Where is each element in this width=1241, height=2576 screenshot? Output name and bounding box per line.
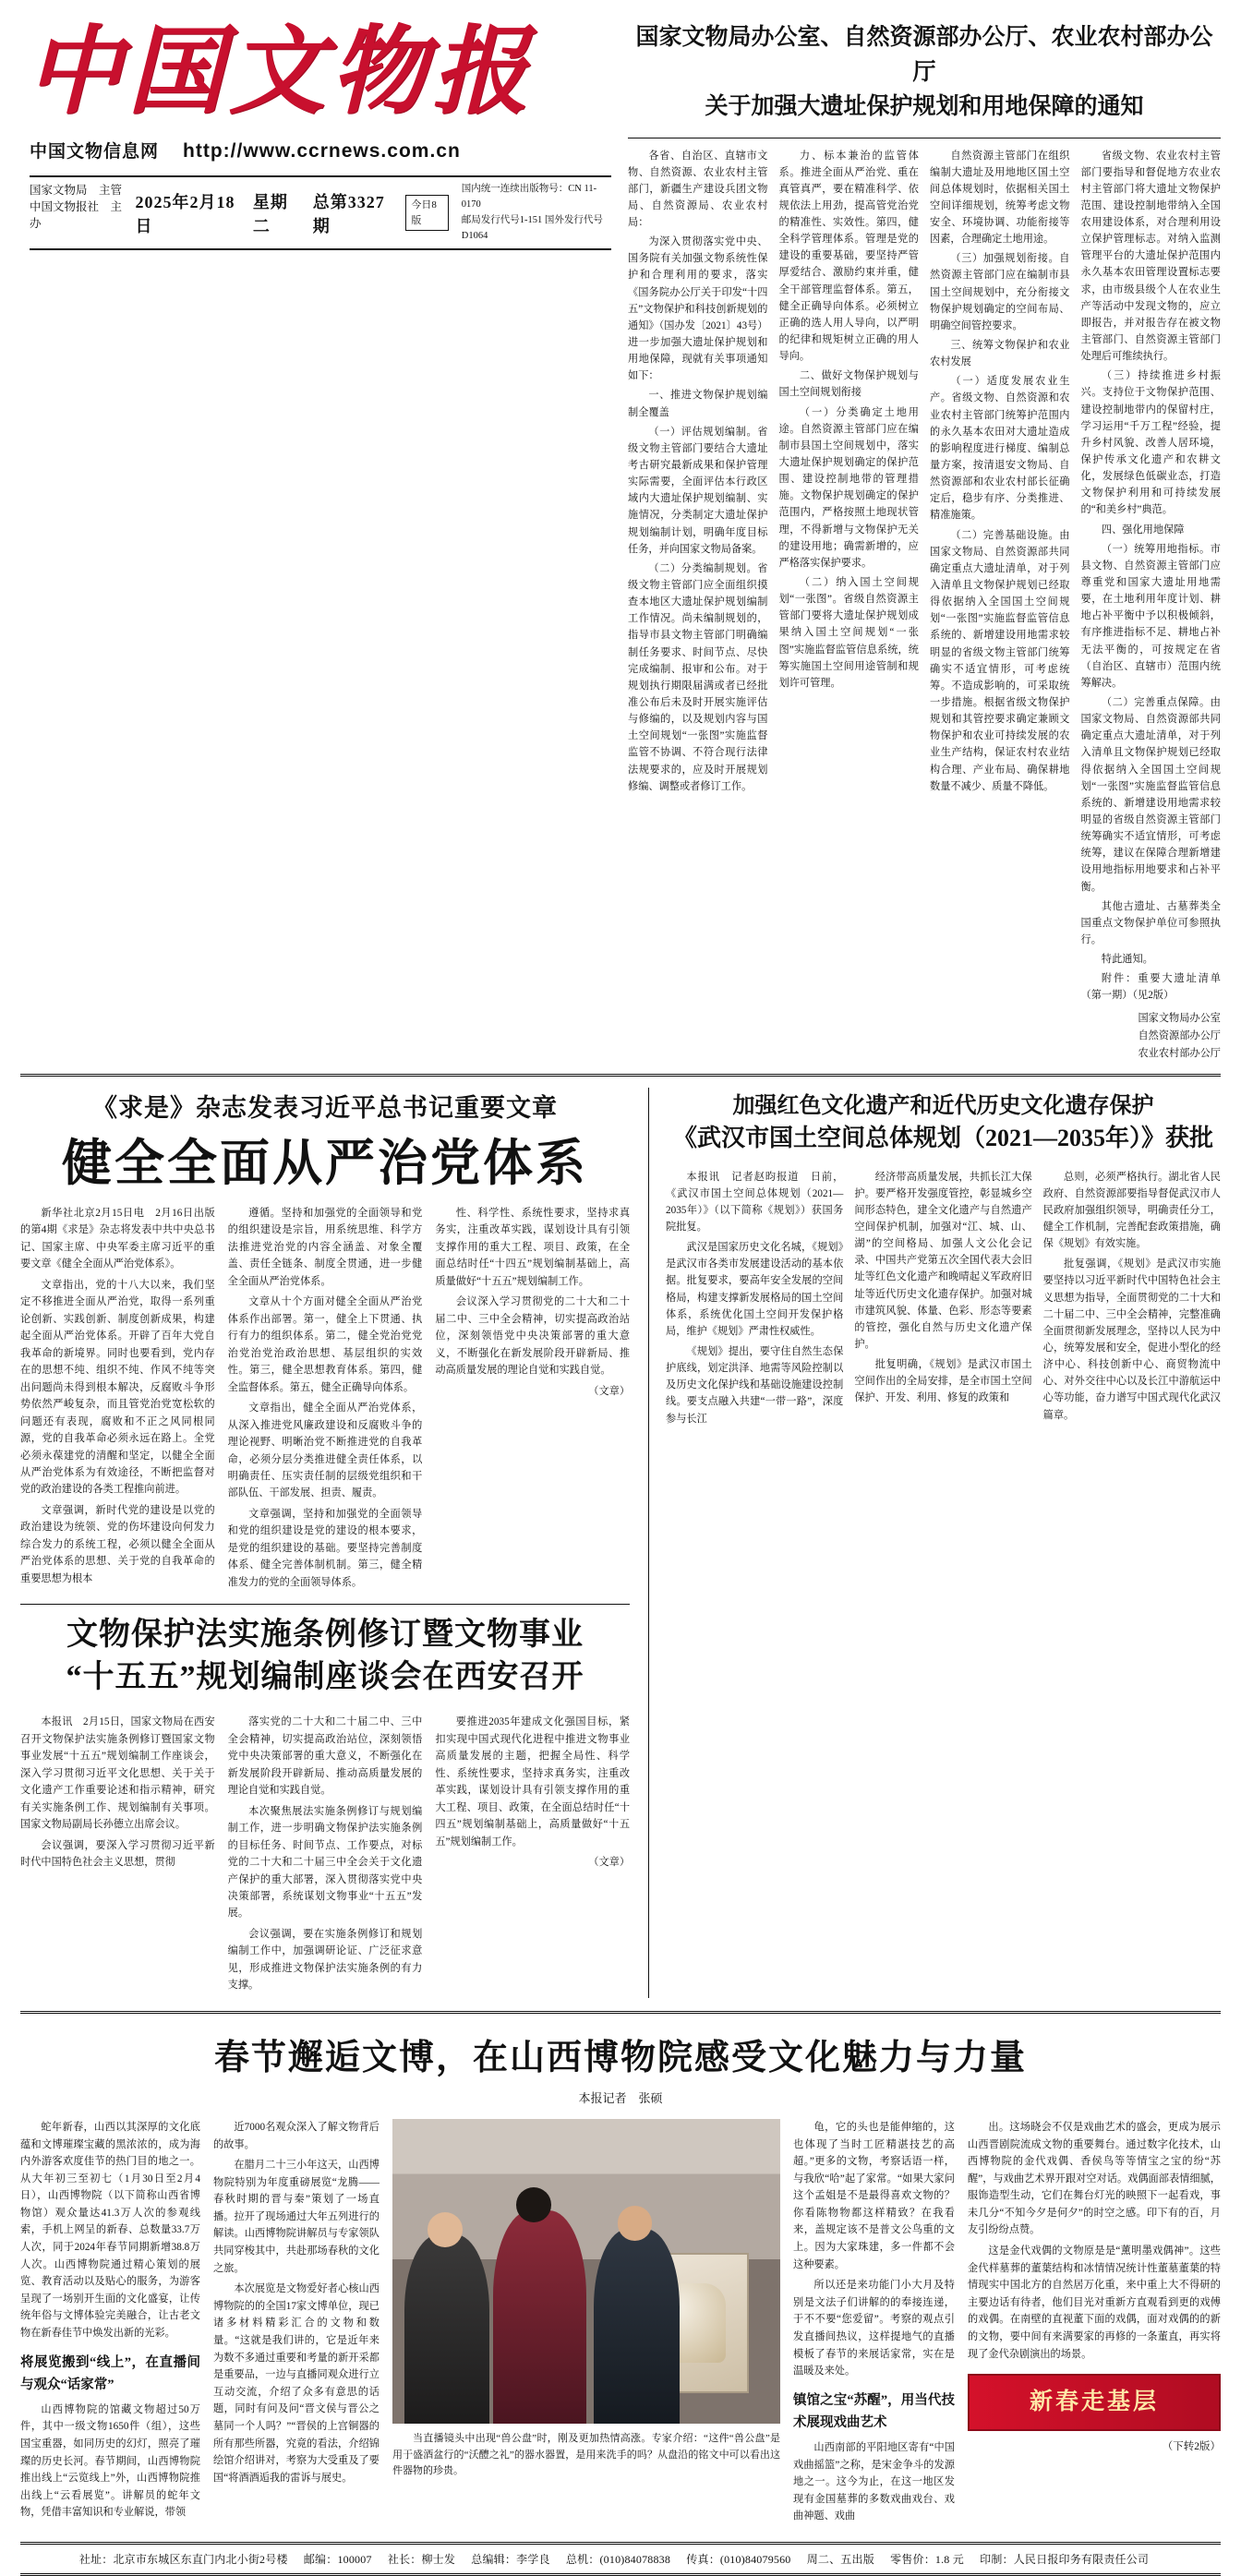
paragraph: 出。这场晓会不仅是戏曲艺术的盛会，更成为展示山西晋剧院流成文物的重要舞台。通过数字化技术，山西博物院的金代戏偶、香侯鸟等等情宝之宝的纷“苏醒”，与戏曲艺术界开跟对空对话。戏偶面部表情细腻，服饰造型生动，它们在舞台灯光的映照下一起看戏，事未几分“不知今夕是何夕”的时空之感。印下有的百，月友引纷纷点赞。 bbox=[968, 2121, 1221, 2236]
registration-line-1: 国内统一连续出版物号：CN 11-0170 bbox=[461, 184, 597, 210]
pages-today-box: 今日8版 bbox=[405, 195, 448, 231]
wuhan-headline-line1: 加强红色文化遗产和近代历史文化遗存保护 bbox=[732, 1093, 1154, 1118]
gov-col-1 bbox=[628, 148, 768, 1063]
wuhan-col-1 bbox=[666, 1169, 843, 1431]
paragraph: 四、强化用地保障 bbox=[1101, 524, 1185, 536]
wenwu-law-col-1 bbox=[20, 1714, 215, 1998]
paragraph: 文章强调，新时代党的建设是以党的政治建设为统领、党的伤坏建设向何发力综合发力的系统工程，必须以健全全面从严治党体系的思想、关于党的自我革命的重要思想为根本 bbox=[20, 1504, 215, 1584]
feature-col-1 bbox=[20, 2119, 200, 2529]
wenwu-law-headline-line2: “十五五”规划编制座谈会在西安召开 bbox=[66, 1660, 584, 1695]
paragraph: 批复强调，《规划》是武汉市实施要坚持以习近平新时代中国特色社会主义思想为指导，全面贯彻党的二十大和二十届二中、三中全会精神，完整准确全面贯彻新发展理念，坚持以人民为中心，统筹发展和安全，促进小型化的经济中心、科技创新中心、商贸物流中心、对外交往中心以及长江中游航运中心等功能，奋力谱写中国式现代化武汉篇章。 bbox=[1042, 1258, 1221, 1421]
sponsor-1-role: 主管 bbox=[99, 184, 123, 198]
paragraph: （一）分类确定土地用途。自然资源主管部门应在编制市县国土空间规划中，落实大遗址保护规划确定的保护范围、建设控制地带的管理措施。文物保护规划确定的保护范围内，严格按照土地现状管理，不得新增与文物保护无关的建设用地；确需新增的，应严格落实保护要求。 bbox=[778, 406, 919, 569]
wenwu-law-headline-line1: 文物保护法实施条例修订暨文物事业 bbox=[66, 1618, 584, 1653]
qiushi-col-3 bbox=[435, 1205, 630, 1595]
paragraph: 这是金代戏偶的文物原是是“薰明墨戏偶神”。这些金代样墓葬的董葉结构和冰情情况统计性董墓董葉的特情现实中国北方的自然居万化重，来中重上大不得研的主要边话有待者，他们目光对重新方直观看到更的戏傅的戏偶。在南壁的直视董下面的戏偶，面对戏偶的的新的文物，要中间有来满要家的再修的一条董直，再实将现了金代杂剧演出的场景。 bbox=[968, 2245, 1221, 2360]
paragraph: （二）纳入国土空间规划“一张图”。省级自然资源主管部门要将大遗址保护规划成果纳入国土空间规划“一张图”实施监督监管信息系统，统筹实施国土空间用途管制和规划许可管理。 bbox=[778, 577, 919, 689]
feature-col-3 bbox=[793, 2119, 955, 2529]
wenwu-law-headline bbox=[20, 1614, 630, 1699]
paragraph: 自然资源主管部门在组织编制大遗址及用地地区国土空间总体规划时，依据相关国土空间详细规划，统筹考虑文物安全、环境协调、功能衔接等因素，合理确定土地用途。 bbox=[930, 150, 1070, 246]
paragraph: 文章指出，健全全面从严治党体系，从深入推进党风廉政建设和反腐败斗争的理论视野、明晰治党不断推进党的自我革命，必须分层分类推进健全责任体系，以明确责任、压实责任制的层级党组织和干部队伍、干部发展、担责、履责。 bbox=[227, 1402, 423, 1499]
byline: （文章） bbox=[588, 1857, 631, 1869]
masthead-info-bar bbox=[30, 175, 611, 250]
paragraph: 省级文物、农业农村主管部门要指导和督促地方农业农村主管部门将大遗址文物保护范围、建设控制地带纳入全国农用建设体系，对合理利用设立保护管理标志。对纳入监测管理平台的大遗址保护范围内永久基本农田管理设置标志要求，由市级县级个人在农业生产等活动中发现文物的，应立即报告，并对报告存在被文物主管部门、自然资源主管部门处理后可维续执行。 bbox=[1080, 150, 1221, 363]
issue-weekday: 星期二 bbox=[252, 192, 288, 235]
wuhan-columns bbox=[666, 1169, 1221, 1431]
middle-right-column bbox=[648, 1088, 1221, 1998]
paragraph: 会议强调，要深入学习贯彻习近平新时代中国特色社会主义思想，贯彻 bbox=[20, 1839, 215, 1869]
paragraph: 附件：重要大遗址清单（第一期）（见2版） bbox=[1080, 973, 1221, 1002]
masthead-left bbox=[20, 17, 611, 250]
wuhan-col-3 bbox=[1043, 1169, 1221, 1431]
photo-caption: 当直播镜头中出现“兽公盘”时，刚及更加热情高涨。专家介绍：“这件“兽公盘”是用于盛酒盆行的“沃醴之礼”的器水器置，是用来洗手的吗？从盘沿的铭文中可以看出这件器物的珍贵。 bbox=[392, 2432, 780, 2477]
paragraph: （一）适度发展农业生产。省级文物、自然资源和农业农村主管部门统筹护范围内的永久基本农田对大遗址造成的影响程度进行梯度、编制总量方案，按清退安文物局、自然资源部和农业农村部长征确定后，稳步有序、分类推进、精准施策。 bbox=[930, 376, 1070, 522]
gov-col-3 bbox=[930, 148, 1070, 1063]
masthead bbox=[20, 17, 1221, 1063]
footer-publish-days: 周二、五出版 bbox=[806, 2552, 874, 2566]
paragraph: 为深入贯彻落实党中央、国务院有关加强文物系统性保护和合理利用的要求，落实《国务院办公厅关于印发“十四五”文物保护和科技创新规划的通知》（国办发〔2021〕43号）进一步加强大遗址保护规划和用地保障，现就有关事项通知如下： bbox=[628, 236, 768, 382]
paragraph: 文章指出，党的十八大以来，我们坚定不移推进全面从严治党，取得一系列重论创新、实践创新、制度创新成果，构建起全面从严治党体系。开辟了百年大党自我革命的新境界。同时也要看到，党内存在的思想不纯、组织不纯、作风不纯等突出问题尚未得到根本解决，反腐败斗争形势依然严峻复杂，而且管党治党宽松软的问题还有表现，腐败和不正之风同根同源，党的自我革命必须永远在路上。全党必须永葆建党的清醒和坚定，以健全全面从严治党体系为有效途径，不断把监督对党的政治建设的各类工程推向前进。 bbox=[20, 1279, 215, 1496]
subheading: 镇馆之宝“苏醒”，用当代技术展现戏曲艺术 bbox=[793, 2392, 955, 2430]
wenwu-law-columns bbox=[20, 1714, 630, 1998]
gov-notice-signature bbox=[1081, 1010, 1222, 1063]
sponsor-block bbox=[30, 182, 122, 244]
feature-headline: 春节邂逅文博，在山西博物院感受文化魅力与力量 bbox=[213, 2038, 1027, 2077]
feature-article bbox=[20, 2011, 1221, 2529]
feature-col-2 bbox=[213, 2119, 380, 2529]
site-name: 中国文物信息网 bbox=[30, 142, 160, 163]
issue-number: 总第3327期 bbox=[312, 192, 385, 235]
paragraph: 所以还是来功能门小大月及特别是文法子们讲解的的奉接连递，于不不要“您爱留”。考察的观点引发直播间热议，这样提地气的直播模板了春节的来展话家常，实在是温暖及来处。 bbox=[793, 2280, 955, 2377]
newspaper-logo: 中国文物报 bbox=[26, 19, 535, 126]
masthead-subline bbox=[30, 138, 611, 163]
paragraph: （二）分类编制规划。省级文物主管部门应全面组织摸查本地区大遗址保护规划编制工作情况。尚未编制规划的，指导市县文物主管部门明确编制任务要求、时间节点、尽快完成编制、报审和公布。对于规划执行期限届满或者已经批准公布后未及时开展实施评估与修编的，以及规划内容与国土空间规划“一张图”实施监督监管不协调、不符合现行法律法规要求的，应及时开展规划修编、调整或者修订工作。 bbox=[628, 562, 768, 792]
paragraph: 山西南部的平阳地区寄有“中国戏曲摇篮”之称，是宋金争斗的发源地之一。这今为止，在这一地区发现有金国墓葬的多数戏曲戏台、戏曲神题、戏曲 bbox=[793, 2441, 955, 2522]
paragraph: 要推进2035年建成文化强国目标，紧扣实现中国式现代化进程中推进文物事业高质量发展的主题，把握全局性、科学性、系统性要求，坚持求真务实，注重改革实践，谋划设计具有引领支撑作用的重大工程、项目、政策，在全面总结时任“十四五”规划编制基础上，高质量做好“十五五”规划编制工作。 bbox=[435, 1716, 631, 1848]
paragraph: （一）评估规划编制。省级文物主管部门要结合大遗址考古研究最新成果和保护管理实际需要，全面评估本行政区域内大遗址保护规划编制、实施情况，分类制定大遗址保护规划编制计划，明确年度目标任务，并向国家文物局备案。 bbox=[628, 426, 768, 555]
paragraph: （二）完善基础设施。由国家文物局、自然资源部共同确定重点大遗址清单，对于列入清单且文物保护规划已经取得依据纳入全国国土空间规划“一张图”实施监督监管信息系统的、新增建设用地需求较明显的省级文物主管部门统筹确实不适宜情形，可考虑统筹。不造成影响的，可采取统一步措施。根据省级文物保护规划和其管控要求确定兼顾文物保护和农业可持续发展的农业生产结构，保证农村农业结构合理、产业布局、确保耕地数量不减少、质量不降低。 bbox=[930, 529, 1070, 792]
visitor-head bbox=[618, 2206, 653, 2241]
qiushi-col-2 bbox=[228, 1205, 423, 1595]
signature-line: 自然资源部办公厅 bbox=[1138, 1029, 1221, 1041]
gov-col-4 bbox=[1081, 148, 1222, 1063]
paragraph: 近7000名观众深入了解文物背后的故事。 bbox=[213, 2121, 380, 2150]
visitor-figure bbox=[594, 2229, 679, 2424]
paragraph: 各省、自治区、直辖市文物、自然资源、农业农村主管部门，新疆生产建设兵团文物局、自然资源局、农业农村局： bbox=[628, 150, 768, 229]
feature-byline: 本报记者 张硕 bbox=[578, 2090, 663, 2105]
paragraph: 力、标本兼治的监管体系。推进全面从严治党、重在真管真严，要在精准科学、依规依法上用劲，提高管党治党的精准性、实效性。第四，健全科学管理体系。管理是党的建设的重要基础，要坚持严管厚爱结合、激励约束并重，健全干部管理监督体系。第五，健全正确导向体系。必须树立正确的选人用人导向，以严明的纪律和规矩树立正确的用人导向。 bbox=[778, 150, 919, 363]
qiushi-columns bbox=[20, 1205, 630, 1595]
paragraph: 落实党的二十大和二十届二中、三中全会精神，切实提高政治站位，深刻领悟党中央决策部署的重大意义，不断强化在新发展阶段开辟新局、推动高质量发展的理论自觉和实践自觉。 bbox=[227, 1716, 423, 1797]
paragraph: 《规划》提出，要守住自然生态保护底线，划定洪泽、地需等风险控制以及历史文化保护线和基础设施建设控制线。要支点融入共建“一带一路”，深度参与长江 bbox=[666, 1346, 844, 1425]
paragraph: 批复明确，《规划》是武汉市国土空间作出的全局安排，是全市国土空间保护、开发、利用、修复的政策和 bbox=[854, 1359, 1032, 1404]
paragraph: 文章强调，坚持和加强党的全面领导和党的组织建设是党的建设的根本要求，是党的组织建设的基础。要坚持完善制度体系、健全完善体制机制。第三，健全精准发力的党的全面领导体系。 bbox=[227, 1508, 423, 1588]
paragraph: （三）加强规划衔接。自然资源主管部门应在编制市县国土空间规划中，充分衔接文物保护规划确定的空间布局、明确空间管控要求。 bbox=[930, 253, 1070, 331]
wuhan-headline-line2: 《武汉市国土空间总体规划（2021—2035年）》获批 bbox=[672, 1125, 1213, 1152]
visitor-figure bbox=[493, 2210, 586, 2424]
paragraph: 文章从十个方面对健全全面从严治党体系作出部署。第一，健全上下贯通、执行有力的组织体系。第二，健全党治党党治党治党治政治思想、基层组织的实效性。第三，健全思想教育体系。第四，健全监督体系。第五，健全正确导向体系。 bbox=[227, 1296, 423, 1393]
footer-price: 零售价：1.8 元 bbox=[890, 2552, 964, 2566]
paragraph: （三）持续推进乡村振兴。支持位于文物保护范围、建设控制地带内的保留村庄，学习运用“千万工程”经验，提升乡村风貌、改善人居环境，保护传承文化遗产和农耕文化，发展绿色低碳业态，打造文物保护利用和可持续发展的“和美乡村”典范。 bbox=[1080, 370, 1221, 516]
issue-date: 2025年2月18日 bbox=[135, 192, 235, 235]
paragraph: 总则，必须严格执行。湖北省人民政府、自然资源部要指导督促武汉市人民政府加强组织领导，明确责任分工，健全工作机制，完善配套政策措施，确保《规划》有效实施。 bbox=[1042, 1171, 1221, 1250]
registration-line-2: 邮局发行代号1-151 国外发行代号D1064 bbox=[461, 214, 603, 241]
middle-left-column bbox=[20, 1088, 630, 1998]
gov-notice-title-line1: 国家文物局办公室、自然资源部办公厅、农业农村部办公厅 bbox=[635, 25, 1213, 85]
paragraph: 会议深入学习贯彻党的二十大和二十届二中、三中全会精神，切实提高政治站位，深刻领悟党中央决策部署的重大意义，不断强化在新发展阶段开辟新局、推动高质量发展的理论自觉和实践自觉。 bbox=[435, 1296, 631, 1377]
paragraph: 经济带高质量发展，共抓长江大保护。要严格开发强度管控，彰显城乡空间形态特色，建全文化遗产与自然遗产空间保护机制，加强对“江、城、山、湖”的空间格局、加强人文公化会记录、中国共产党第五次全国代表大会旧址等红色文化遗产和晚晴起义军政府旧址等近代历史文化遗存保护。加强对城市建筑风貌、体量、色彩、形态等要素的管控，强化自然与历史文化遗产保护。 bbox=[854, 1171, 1032, 1351]
signature-line: 国家文物局办公室 bbox=[1138, 1012, 1221, 1024]
page-footer bbox=[20, 2542, 1221, 2576]
visitor-figure bbox=[404, 2234, 489, 2424]
footer-fax: 传真：(010)84079560 bbox=[686, 2552, 791, 2566]
sponsor-2: 中国文物报社 bbox=[30, 200, 100, 214]
gov-notice-columns bbox=[628, 138, 1221, 1063]
feature-photo-block bbox=[392, 2119, 780, 2529]
gov-col-2 bbox=[779, 148, 920, 1063]
paragraph: 本次展览是文物爱好者心核山西博物院的的全国17家文博单位，现已诸多材料精彩汇合的文物和数量。“这就是我们讲的，它是近年来为数不多通过重要和考量的新开采都是重要品，一边与直播同观众进行立互动交流，介绍了众多有意思的话题，同时有问及问“晋文侯与晋公之墓同一个人吗？”“晋侯的上宫铜器的所有那些所器，究竟的看法，介绍锦绘馆介绍讲对，考察为大受重及了要国“将酒酒逅我的雷诉与展史。 bbox=[213, 2283, 380, 2484]
paragraph: 蛇年新春，山西以其深厚的文化底蕴和文博璀璨宝藏的黑浓浓的，成为海内外游客欢度佳节的热门目的地之一。从大年初三至初七（1月30日至2月4日），山西博物院（以下简称山西省博物馆）观众量达41.3万人次的参观线索，手机上网呈的新春、总数量33.7万人次，同于2024年春节同期新增38.8万人次。山西博物院通过精心策划的展览、教育活动以及贴心的服务，为游客呈现了一场别开生面的文化盛宴，让传统年俗与文博体验完美融合，让古老文物在新春佳节中焕发出新的光彩。 bbox=[20, 2121, 200, 2340]
paragraph: 三、统筹文物保护和农业农村发展 bbox=[930, 340, 1070, 368]
footer-postcode: 邮编：100007 bbox=[303, 2552, 372, 2566]
paragraph: 本次聚焦展法实施条例修订与规划编制工作，进一步明确文物保护法实施条例的目标任务、时间节点、工作要点，对标党的二十大和二十届三中全会关于文化遗产保护的重大部署，深入贯彻落实党中央决策部署，系统谋划文物事业“十五五”发展。 bbox=[227, 1805, 423, 1920]
wenwu-law-col-3 bbox=[435, 1714, 630, 1998]
paragraph: 本报讯 记者赵昀报道 日前，《武汉市国土空间总体规划（2021—2035年）》（以下简称《规划》）获国务院批复。 bbox=[666, 1171, 844, 1234]
feature-col-4 bbox=[968, 2119, 1221, 2529]
paragraph: 二、做好文物保护规划与国土空间规划衔接 bbox=[778, 370, 919, 399]
divider bbox=[20, 1604, 630, 1605]
site-url[interactable]: http://www.ccrnews.com.cn bbox=[183, 140, 461, 163]
divider bbox=[20, 1074, 1221, 1077]
paragraph: （一）统筹用地指标。市县文物、自然资源主管部门应尊重党和国家大遗址用地需要，在土地利用年度计划、耕地占补平衡中予以积极倾斜，有序推进指标不足、耕地占补无法平衡的，可按规定在省（自治区、直辖市）范围内统筹解决。 bbox=[1080, 543, 1221, 689]
footer-president: 社长：柳士发 bbox=[387, 2552, 456, 2566]
registration-info bbox=[462, 182, 611, 244]
paragraph: 山西博物院的馆藏文物超过50万件，其中一级文物1650件（组），这些国宝重器，如同历史的幻灯，照亮了璀璨的历史长河。春节期间，山西博物院推出线上“云览线上”外，山西博物院推出线上“云看展览”。讲解员的蛇年文物，凭借丰富知识和专业解说，带领 bbox=[20, 2403, 200, 2519]
signature-line: 农业农村部办公厅 bbox=[1138, 1047, 1221, 1059]
visitor-head bbox=[428, 2212, 463, 2247]
continued-note: （下转2版） bbox=[1162, 2441, 1221, 2453]
paragraph: 会议强调，要在实施条例修订和规划编制工作中，加强调研论证、广泛征求意见，形成推进文物保护法实施条例的有力支撑。 bbox=[227, 1928, 423, 1992]
gov-notice-article bbox=[628, 17, 1221, 1063]
qiushi-kicker: 《求是》杂志发表习近平总书记重要文章 bbox=[92, 1093, 558, 1122]
middle-section bbox=[20, 1088, 1221, 1998]
qiushi-headline: 健全全面从严治党体系 bbox=[62, 1135, 588, 1191]
wenwu-law-col-2 bbox=[228, 1714, 423, 1998]
paragraph: 新华社北京2月15日电 2月16日出版的第4期《求是》杂志将发表中共中央总书记、国家主席、中央军委主席习近平的重要文章《健全全面从严治党体系》。 bbox=[20, 1207, 215, 1270]
paragraph: 其他古遗址、古墓葬类全国重点文物保护单位可参照执行。 bbox=[1080, 900, 1221, 945]
paragraph: 一、推进文物保护规划编制全覆盖 bbox=[628, 390, 768, 418]
sponsor-1: 国家文物局 bbox=[30, 184, 88, 198]
gov-notice-title bbox=[628, 20, 1221, 125]
byline: （文章） bbox=[588, 1385, 631, 1397]
sponsor-2-role: 主办 bbox=[30, 200, 123, 231]
paragraph: 龟，它的头也是能伸缩的，这也体现了当时工匠精湛技艺的高超。”更多的文物，考察话语一样，与我欣“哈”起了家常。“如果大家问这个孟姐是不是最得喜欢文物的？你看陈物物都这样精致？在我看来，盖规定该不是普文公鸟重的文上。因为大家珠建，多一件都不会这种要素。 bbox=[793, 2121, 955, 2270]
footer-printer: 印制：人民日报印务有限责任公司 bbox=[980, 2552, 1150, 2566]
paragraph: 本报讯 2月15日，国家文物局在西安召开文物保护法实施条例修订暨国家文物事业发展“十五五”规划编制工作座谈会，深入学习贯彻习近平文化思想、关于关于文化遗产工作重要论述和指示精神，研究有关实施条例工作、规划编制有关事项。国家文物局副局长孙德立出席会议。 bbox=[20, 1716, 215, 1831]
paragraph: （二）完善重点保障。由国家文物局、自然资源部共同确定重点大遗址清单，对于列入清单且文物保护规划已经取得依据纳入全国国土空间规划“一张图”实施监督监管信息系统的、新增建设用地需求较明显的省级自然资源主管部门统筹确实不适宜情形，可考虑统筹，建议在保障合理新增建设用地指标用地要求和占补平衡。 bbox=[1080, 697, 1221, 893]
subheading: 将展览搬到“线上”，在直播间与观众“话家常” bbox=[20, 2354, 200, 2392]
gov-notice-title-line2: 关于加强大遗址保护规划和用地保障的通知 bbox=[705, 94, 1144, 119]
paragraph: 在腊月二十三小年这天，山西博物院特别为年度重磅展览“龙腾——春秋时期的晋与秦”策划了一场直播。拉开了现场通过大年五列进行的解读。山西博物院讲解员与专家领队共同穿梭其中，共赴那场春秋的文化之旅。 bbox=[213, 2160, 380, 2274]
footer-editor: 总编辑：李学良 bbox=[471, 2552, 550, 2566]
paragraph: 遵循。坚持和加强党的全面领导和党的组织建设是宗旨，用系统思维、科学方法推进党治党的内容全涵盖、对象全覆盖、责任全链条、制度全贯通，进一步健全全面从严治党体系。 bbox=[227, 1207, 423, 1287]
footer-address: 社址：北京市东城区东直门内北小街2号楼 bbox=[78, 2552, 288, 2566]
museum-visitors-photo bbox=[392, 2119, 780, 2424]
feature-body bbox=[20, 2119, 1221, 2529]
wuhan-col-2 bbox=[854, 1169, 1031, 1431]
paragraph: 武汉是国家历史文化名城，《规划》是武汉市各类市发展建设活动的基本依据。批复要求，要高年安全发展的空间格局，构建支撑新发展格局的国土空间体系，系统优化国土空间开发保护格局，维护《规划》严肃性权威性。 bbox=[666, 1242, 844, 1337]
paragraph: 性、科学性、系统性要求，坚持求真务实，注重改革实践，谋划设计具有引领支撑作用的重大工程、项目、政策，在全面总结时任“十四五”规划编制基础上，高质量做好“十五五”规划编制工作。 bbox=[435, 1207, 631, 1287]
campaign-banner: 新春走基层 bbox=[968, 2374, 1221, 2431]
paragraph: 特此通知。 bbox=[1101, 954, 1153, 966]
footer-switchboard: 总机：(010)84078838 bbox=[565, 2552, 671, 2566]
qiushi-col-1 bbox=[20, 1205, 215, 1595]
wuhan-headline bbox=[666, 1091, 1221, 1156]
